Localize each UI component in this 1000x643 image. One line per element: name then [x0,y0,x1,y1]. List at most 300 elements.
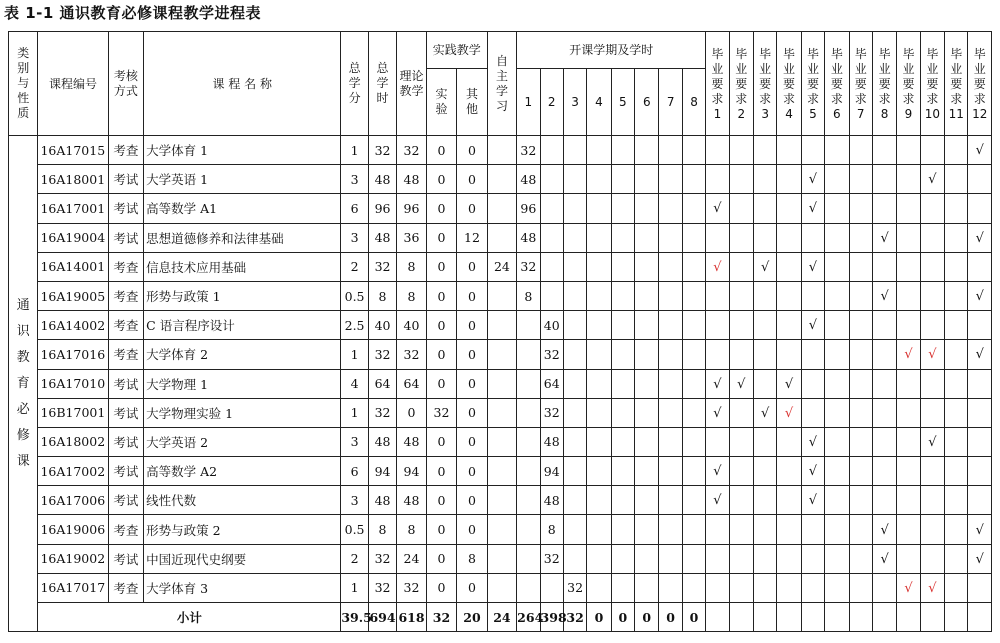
check-icon: √ [761,405,770,421]
summary-semester-cell: 0 [587,603,611,632]
semester-hours-cell [611,281,634,310]
course-name: 大学体育 1 [144,136,341,165]
course-code: 16A19004 [38,223,108,252]
course-code: 16A14001 [38,252,108,281]
requirement-cell [706,369,729,398]
header-self-label: 自主学习 [495,53,508,113]
self-study-cell [487,340,516,369]
requirement-cell [872,369,896,398]
requirement-cell [920,427,944,456]
course-name: 大学英语 2 [144,427,341,456]
requirement-cell [897,223,920,252]
requirement-cell [801,340,824,369]
semester-hours-cell [587,194,611,223]
semester-hours-cell [682,427,705,456]
other-cell: 12 [457,223,488,252]
semester-hours-cell [587,223,611,252]
hours-cell: 40 [368,311,396,340]
requirement-cell [825,457,849,486]
course-code: 16A17006 [38,486,108,515]
requirement-cell [729,223,753,252]
semester-hours-cell [659,252,682,281]
experiment-cell: 32 [426,398,456,427]
other-cell: 0 [457,369,488,398]
hours-cell: 32 [368,573,396,602]
credits-cell: 6 [341,194,368,223]
requirement-cell [729,398,753,427]
summary-requirement-cell [729,603,753,632]
summary-label: 小计 [38,603,341,632]
hours-cell: 48 [368,486,396,515]
requirement-cell [825,573,849,602]
requirement-cell [897,515,920,544]
requirement-cell [753,457,776,486]
requirement-cell [872,223,896,252]
requirement-cell [945,486,968,515]
semester-hours-cell: 32 [517,252,540,281]
header-category [9,32,38,136]
self-study-cell [487,369,516,398]
requirement-cell [729,544,753,573]
requirement-cell [968,544,992,573]
theory-cell: 40 [397,311,426,340]
semester-hours-cell [587,544,611,573]
course-name: 形势与政策 1 [144,281,341,310]
hours-cell: 8 [368,515,396,544]
semester-hours-cell [635,369,659,398]
requirement-cell [729,486,753,515]
header-req-6 [825,32,849,136]
header-sem-7: 7 [659,69,682,136]
course-code: 16A17016 [38,340,108,369]
requirement-cell [920,398,944,427]
requirement-cell [729,340,753,369]
other-cell: 0 [457,136,488,165]
self-study-cell [487,544,516,573]
req-label: 毕业要求 [759,46,772,106]
check-icon: √ [713,464,722,480]
requirement-cell [706,486,729,515]
requirement-cell [706,515,729,544]
requirement-cell [920,573,944,602]
requirement-cell [801,486,824,515]
requirement-cell [968,252,992,281]
header-sem-3: 3 [563,69,586,136]
requirement-cell [920,194,944,223]
other-cell: 0 [457,573,488,602]
course-schedule-table [8,31,992,632]
hours-cell: 96 [368,194,396,223]
check-icon: √ [904,580,913,596]
requirement-cell [872,194,896,223]
requirement-cell [849,544,872,573]
table-row [9,486,992,515]
requirement-cell [706,427,729,456]
table-row [9,281,992,310]
req-label: 毕业要求 [735,46,748,106]
semester-hours-cell: 48 [540,427,563,456]
requirement-cell [801,398,824,427]
semester-hours-cell [682,340,705,369]
other-cell: 0 [457,194,488,223]
requirement-cell [897,573,920,602]
summary-requirement-cell [777,603,801,632]
requirement-cell [945,281,968,310]
course-code: 16A19005 [38,281,108,310]
header-req-12 [968,32,992,136]
semester-hours-cell [563,223,586,252]
semester-hours-cell: 32 [540,398,563,427]
semester-hours-cell [517,398,540,427]
requirement-cell [920,136,944,165]
experiment-cell: 0 [426,340,456,369]
requirement-cell [872,311,896,340]
semester-hours-cell [682,573,705,602]
credits-cell: 4 [341,369,368,398]
semester-hours-cell [659,427,682,456]
req-number: 11 [948,106,964,121]
req-number: 7 [856,106,865,121]
course-code: 16A17001 [38,194,108,223]
requirement-cell [945,223,968,252]
exam-type: 考查 [108,573,144,602]
semester-hours-cell: 32 [563,573,586,602]
semester-hours-cell [517,427,540,456]
semester-hours-cell [682,486,705,515]
header-theory-label: 理论教学 [399,68,424,98]
requirement-cell [968,398,992,427]
credits-cell: 3 [341,427,368,456]
summary-row [9,603,992,632]
table-row [9,252,992,281]
self-study-cell: 24 [487,252,516,281]
header-experiment-label: 实验 [435,87,448,116]
requirement-cell [777,486,801,515]
semester-hours-cell [563,252,586,281]
semester-hours-cell [635,427,659,456]
requirement-cell [706,311,729,340]
self-study-cell [487,136,516,165]
requirement-cell [706,398,729,427]
credits-cell: 2 [341,544,368,573]
check-icon: √ [880,551,889,567]
semester-hours-cell [682,136,705,165]
experiment-cell: 0 [426,544,456,573]
semester-hours-cell [517,340,540,369]
requirement-cell [729,457,753,486]
requirement-cell [729,252,753,281]
semester-hours-cell [611,311,634,340]
self-study-cell [487,281,516,310]
req-number: 9 [904,106,913,121]
requirement-cell [801,136,824,165]
semester-hours-cell [659,281,682,310]
requirement-cell [825,544,849,573]
header-code: 课程编号 [38,32,108,136]
req-label: 毕业要求 [950,46,963,106]
check-icon: √ [975,522,984,538]
semester-hours-cell [540,223,563,252]
requirement-cell [920,252,944,281]
requirement-cell [897,369,920,398]
requirement-cell [777,398,801,427]
requirement-cell [968,223,992,252]
header-sem-1: 1 [517,69,540,136]
requirement-cell [897,486,920,515]
semester-hours-cell [611,223,634,252]
semester-hours-cell [659,515,682,544]
requirement-cell [897,194,920,223]
header-sem-2: 2 [540,69,563,136]
semester-hours-cell [540,136,563,165]
experiment-cell: 0 [426,136,456,165]
course-name: 中国近现代史纲要 [144,544,341,573]
requirement-cell [753,486,776,515]
self-study-cell [487,486,516,515]
check-icon: √ [975,347,984,363]
course-name: 大学物理实验 1 [144,398,341,427]
hours-cell: 32 [368,136,396,165]
hours-cell: 48 [368,223,396,252]
category-cell [9,136,38,632]
header-hours-label: 总学时 [376,61,389,105]
requirement-cell [706,544,729,573]
course-name: 形势与政策 2 [144,515,341,544]
header-req-1 [706,32,729,136]
semester-hours-cell [635,457,659,486]
semester-hours-cell [563,165,586,194]
semester-hours-cell [563,281,586,310]
theory-cell: 0 [397,398,426,427]
requirement-cell [945,194,968,223]
semester-hours-cell [611,486,634,515]
requirement-cell [801,369,824,398]
requirement-cell [872,252,896,281]
summary-requirement-cell [801,603,824,632]
table-row [9,165,992,194]
requirement-cell [825,515,849,544]
requirement-cell [897,281,920,310]
requirement-cell [872,340,896,369]
requirement-cell [753,165,776,194]
header-req-2 [729,32,753,136]
requirement-cell [897,311,920,340]
course-code: 16B17001 [38,398,108,427]
semester-hours-cell [587,398,611,427]
requirement-cell [920,486,944,515]
check-icon: √ [880,230,889,246]
table-body [9,136,992,632]
exam-type: 考试 [108,223,144,252]
semester-hours-cell [682,515,705,544]
requirement-cell [753,194,776,223]
semester-hours-cell [611,515,634,544]
semester-hours-cell [563,136,586,165]
theory-cell: 94 [397,457,426,486]
check-icon: √ [761,259,770,275]
semester-hours-cell [563,340,586,369]
check-icon: √ [975,551,984,567]
check-icon: √ [928,580,937,596]
check-icon: √ [928,347,937,363]
header-semesters: 开课学期及学时 [517,32,706,69]
semester-hours-cell [635,165,659,194]
semester-hours-cell [563,486,586,515]
summary-exp: 32 [426,603,456,632]
semester-hours-cell [611,252,634,281]
requirement-cell [849,165,872,194]
semester-hours-cell [659,573,682,602]
req-number: 12 [972,106,988,121]
semester-hours-cell [659,369,682,398]
theory-cell: 32 [397,136,426,165]
experiment-cell: 0 [426,515,456,544]
requirement-cell [825,252,849,281]
header-req-9 [897,32,920,136]
theory-cell: 96 [397,194,426,223]
header-hours [368,32,396,136]
semester-hours-cell [682,165,705,194]
semester-hours-cell [540,252,563,281]
exam-type: 考试 [108,457,144,486]
semester-hours-cell [587,369,611,398]
hours-cell: 32 [368,252,396,281]
hours-cell: 94 [368,457,396,486]
requirement-cell [729,136,753,165]
semester-hours-cell: 32 [540,544,563,573]
credits-cell: 2 [341,252,368,281]
requirement-cell [945,311,968,340]
check-icon: √ [713,405,722,421]
semester-hours-cell [611,398,634,427]
course-code: 16A18002 [38,427,108,456]
requirement-cell [968,369,992,398]
requirement-cell [872,398,896,427]
semester-hours-cell [659,136,682,165]
header-req-10 [920,32,944,136]
semester-hours-cell [611,573,634,602]
requirement-cell [897,457,920,486]
header-sem-8: 8 [682,69,705,136]
exam-type: 考查 [108,515,144,544]
summary-requirement-cell [945,603,968,632]
exam-type: 考试 [108,544,144,573]
semester-hours-cell [587,515,611,544]
semester-hours-cell [659,457,682,486]
course-name: 思想道德修养和法律基础 [144,223,341,252]
credits-cell: 2.5 [341,311,368,340]
requirement-cell [729,369,753,398]
semester-hours-cell [659,340,682,369]
requirement-cell [706,340,729,369]
requirement-cell [777,223,801,252]
credits-cell: 0.5 [341,281,368,310]
semester-hours-cell [540,194,563,223]
check-icon: √ [880,522,889,538]
table-row [9,136,992,165]
semester-hours-cell [517,311,540,340]
requirement-cell [872,457,896,486]
requirement-cell [968,427,992,456]
check-icon: √ [713,201,722,217]
summary-requirement-cell [706,603,729,632]
requirement-cell [872,136,896,165]
table-row [9,544,992,573]
requirement-cell [825,311,849,340]
requirement-cell [849,457,872,486]
summary-requirement-cell [897,603,920,632]
req-label: 毕业要求 [830,46,843,106]
table-title: 表 1-1 通识教育必修课程教学进程表 [4,4,262,22]
semester-hours-cell: 48 [517,223,540,252]
table-row [9,398,992,427]
experiment-cell: 0 [426,573,456,602]
requirement-cell [825,223,849,252]
summary-semester-cell: 32 [563,603,586,632]
semester-hours-cell [587,165,611,194]
check-icon: √ [928,434,937,450]
course-name: 信息技术应用基础 [144,252,341,281]
requirement-cell [801,515,824,544]
course-name: C 语言程序设计 [144,311,341,340]
summary-semester-cell: 264 [517,603,540,632]
semester-hours-cell [563,427,586,456]
self-study-cell [487,194,516,223]
requirement-cell [849,223,872,252]
summary-requirement-cell [920,603,944,632]
requirement-cell [897,544,920,573]
requirement-cell [849,194,872,223]
course-code: 16A18001 [38,165,108,194]
other-cell: 0 [457,252,488,281]
req-number: 6 [833,106,841,121]
requirement-cell [753,136,776,165]
header-req-8 [872,32,896,136]
semester-hours-cell [540,281,563,310]
requirement-cell [968,194,992,223]
table-row [9,427,992,456]
credits-cell: 3 [341,223,368,252]
requirement-cell [872,544,896,573]
requirement-cell [777,340,801,369]
semester-hours-cell [635,136,659,165]
experiment-cell: 0 [426,281,456,310]
requirement-cell [920,369,944,398]
requirement-cell [825,281,849,310]
header-exam-label: 考核方式 [113,68,138,98]
requirement-cell [849,311,872,340]
req-label: 毕业要求 [854,46,867,106]
requirement-cell [753,398,776,427]
header-theory [397,32,426,136]
course-name: 大学物理 1 [144,369,341,398]
semester-hours-cell [682,223,705,252]
theory-cell: 48 [397,486,426,515]
requirement-cell [945,515,968,544]
requirement-cell [872,165,896,194]
requirement-cell [801,194,824,223]
header-exam [108,32,144,136]
course-code: 16A17017 [38,573,108,602]
requirement-cell [945,165,968,194]
self-study-cell [487,398,516,427]
requirement-cell [968,136,992,165]
requirement-cell [777,544,801,573]
requirement-cell [706,457,729,486]
requirement-cell [968,573,992,602]
category-label: 通识教育必修课 [16,297,30,469]
requirement-cell [801,457,824,486]
